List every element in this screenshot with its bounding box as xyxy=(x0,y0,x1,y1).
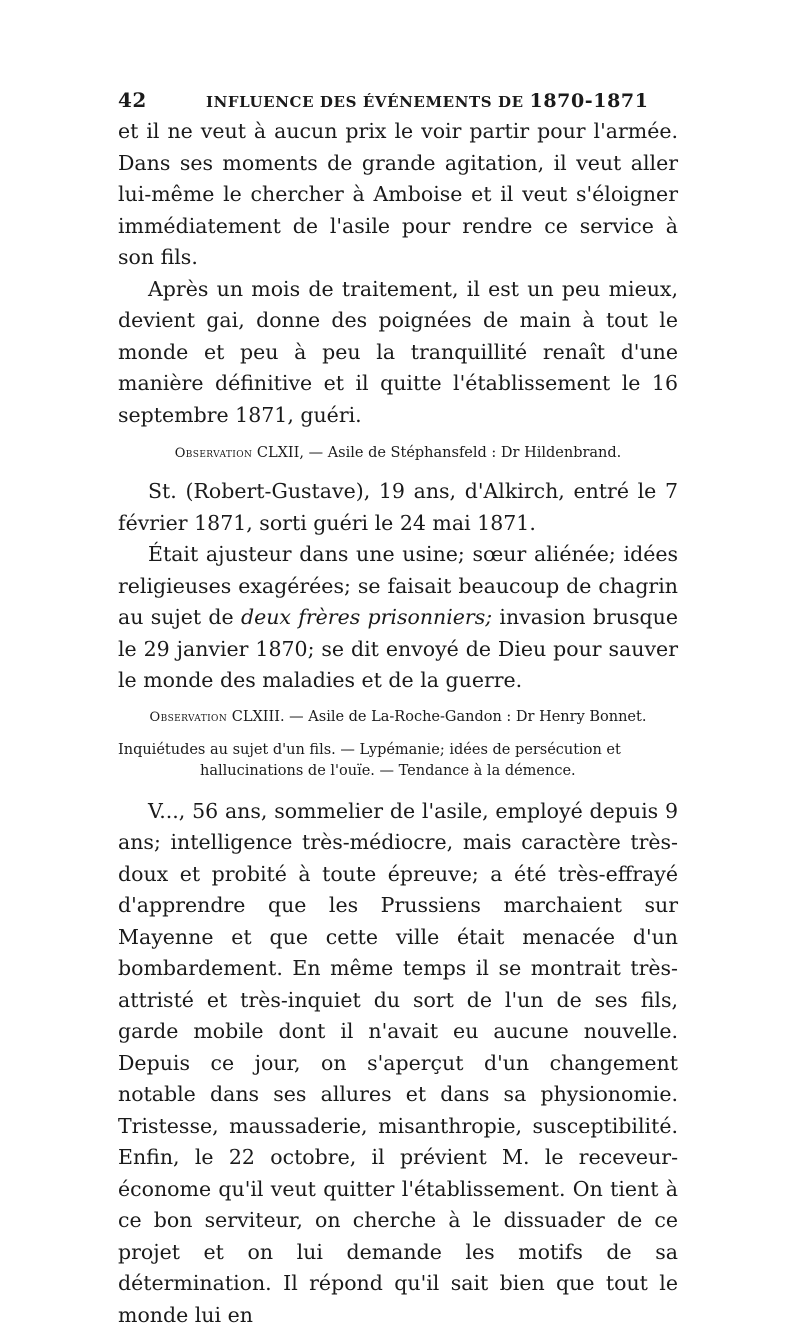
observation-clxii-italic: deux frères prisonniers; xyxy=(241,605,492,629)
running-title-years: 1870-1871 xyxy=(530,90,649,112)
observation-clxii-text-a: Était ajusteur dans une usine; sœur aliénée; idées religieuses exagérées; se faisait beaucoup de chagrin au sujet de xyxy=(118,542,678,629)
observation-clxii-text-b: invasion brusque le 29 janvier 1870; se dit envoyé de Dieu pour sauver le monde des maladies et de la guerre. xyxy=(118,605,678,692)
observation-clxiii-heading xyxy=(118,707,678,728)
summary-line-1: Inquiétudes au sujet d'un fils. — Lypémanie; idées de persécution et xyxy=(118,740,678,761)
observation-clxiii-summary xyxy=(118,740,678,782)
observation-clxii-heading-rest: CLXII, — Asile de Stéphansfeld : Dr Hildenbrand. xyxy=(257,445,621,461)
page-number: 42 xyxy=(118,88,147,112)
observation-clxiii-heading-rest: CLXIII. — Asile de La-Roche-Gandon : Dr Henry Bonnet. xyxy=(232,709,647,725)
paragraph-treatment: Après un mois de traitement, il est un peu mieux, devient gai, donne des poignées de main à tout le monde et peu à peu la tranquillité renaît d'une manière définitive et il quitte l'établissement le 16 septembre 1871, guéri. xyxy=(118,274,678,432)
observation-clxii-identity: St. (Robert-Gustave), 19 ans, d'Alkirch, entré le 7 février 1871, sorti guéri le 24 mai 1871. xyxy=(118,476,678,539)
running-title-text: INFLUENCE DES ÉVÉNEMENTS DE xyxy=(206,93,524,111)
observation-clxii-description xyxy=(118,539,678,697)
observation-clxiii-text: V..., 56 ans, sommelier de l'asile, employé depuis 9 ans; intelligence très-médiocre, mais caractère très-doux et probité à toute épreuve; a été très-effrayé d'apprendre que les Prussiens marchaient sur Mayenne et que cette ville était menacée d'un bombardement. En même temps il se montrait très-attristé et très-inquiet du sort de l'un de ses fils, garde mobile dont il n'avait eu aucune nouvelle. Depuis ce jour, on s'aperçut d'un changement notable dans ses allures et dans sa physionomie. Tristesse, maussaderie, misanthropie, susceptibilité. Enfin, le 22 octobre, il prévient M. le receveur-économe qu'il veut quitter l'établissement. On tient à ce bon serviteur, on cherche à le dissuader de ce projet et on lui demande les motifs de sa détermination. Il répond qu'il sait bien que tout le monde lui en xyxy=(118,796,678,1331)
running-title xyxy=(206,90,649,112)
book-page xyxy=(118,88,678,1331)
observation-label: Observation xyxy=(150,710,228,725)
observation-clxii-heading xyxy=(118,443,678,464)
summary-line-2: hallucinations de l'ouïe. — Tendance à la démence. xyxy=(118,761,678,782)
observation-label: Observation xyxy=(175,446,253,461)
paragraph-continuation: et il ne veut à aucun prix le voir partir pour l'armée. Dans ses moments de grande agitation, il veut aller lui-même le chercher à Amboise et il veut s'éloigner immédiatement de l'asile pour rendre ce service à son fils. xyxy=(118,116,678,274)
running-head xyxy=(118,88,678,116)
